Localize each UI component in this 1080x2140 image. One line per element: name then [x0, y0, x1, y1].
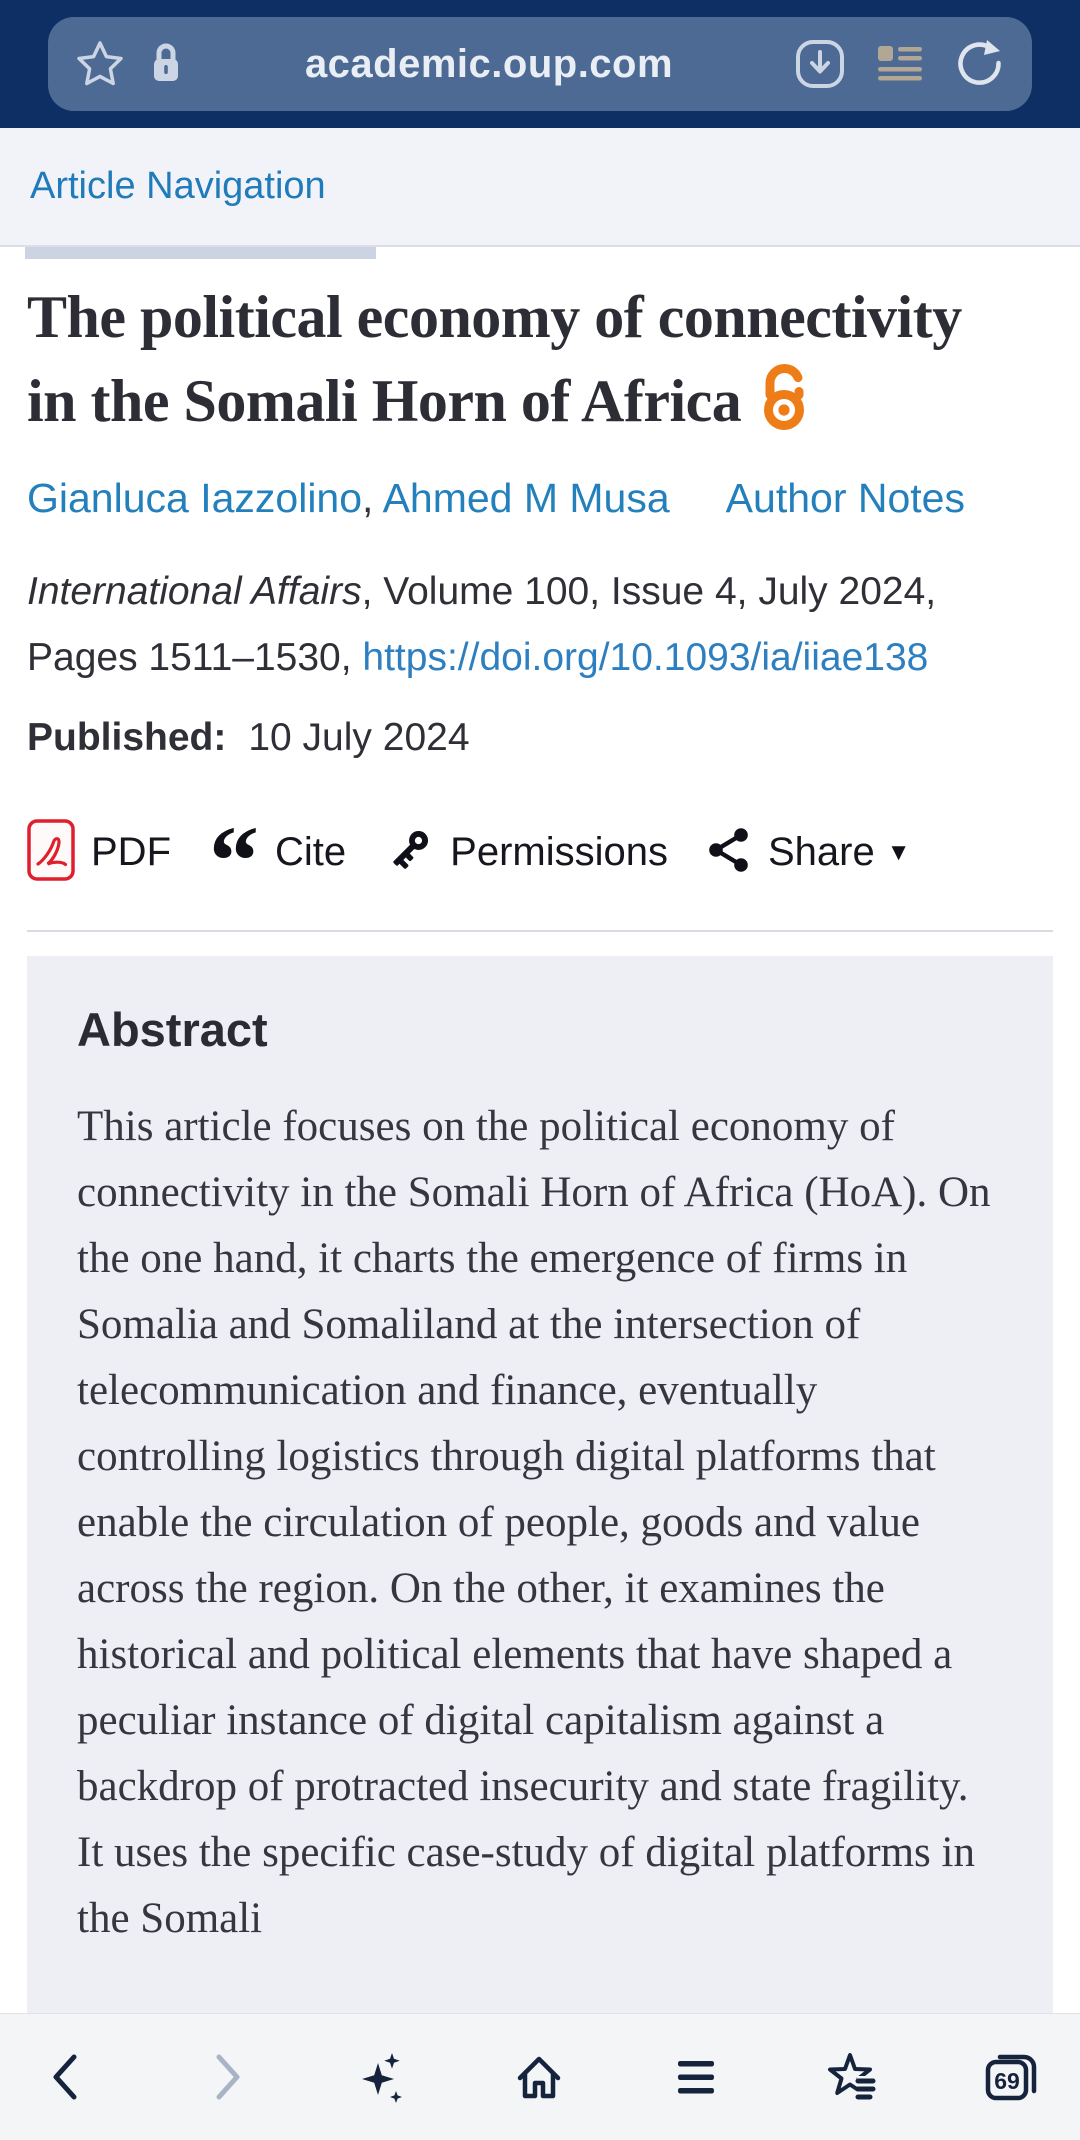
browser-bottom-bar [0, 2013, 1080, 2140]
menu-button[interactable] [668, 2049, 724, 2105]
article-navigation-strip [0, 128, 1080, 247]
author-notes-link[interactable]: Author Notes [725, 475, 965, 521]
toolbar-divider [27, 930, 1053, 932]
browser-topbar [0, 0, 1080, 128]
abstract-heading: Abstract [77, 1003, 268, 1056]
permissions-label: Permissions [450, 830, 668, 874]
article-toolbar [27, 804, 1053, 916]
share-icon [706, 827, 752, 878]
tab-count: 69 [994, 2068, 1020, 2094]
bookmark-star-icon[interactable] [74, 38, 126, 90]
citation-details: , Volume 100, Issue 4, July 2024, Pages 1511–1530, [27, 570, 937, 679]
reader-mode-icon[interactable] [876, 42, 924, 86]
open-access-icon [755, 359, 813, 453]
share-button[interactable] [706, 827, 911, 878]
cite-button[interactable] [209, 804, 347, 916]
secure-lock-icon[interactable] [148, 41, 184, 87]
abstract-text: This article focuses on the political economy of connectivity in the Somali Horn of Africa (HoA). On the one hand, it charts the emergence of firms in Somalia and Somaliland at the intersection of telecommunication and finance, eventually controlling logistics through digital platforms that enable the circulation of people, goods and value across the region. On the other, it examines the historical and political elements that have shaped a peculiar instance of digital capitalism against a backdrop of protracted insecurity and state fragility. It uses the specific case-study of digital platforms in the Somali [77, 1103, 991, 1942]
url-text[interactable]: academic.oup.com [304, 41, 674, 86]
journal-name: International Affairs [27, 570, 362, 613]
author-separator: , [362, 475, 383, 521]
share-label: Share [767, 830, 875, 874]
forward-button[interactable] [197, 2049, 253, 2105]
pdf-file-icon [27, 819, 75, 886]
published-label: Published: [27, 716, 227, 759]
scroll-progress-bar [25, 247, 376, 259]
download-icon[interactable] [794, 38, 846, 90]
author-link-2[interactable]: Ahmed M Musa [382, 475, 670, 521]
permissions-button[interactable] [384, 825, 668, 880]
article-title-text: The political economy of connectivity in the Somali Horn of Africa [27, 284, 962, 434]
author-link-1[interactable]: Gianluca Iazzolino [27, 475, 363, 521]
published-date: 10 July 2024 [248, 716, 470, 759]
back-button[interactable] [40, 2049, 96, 2105]
share-caret-icon: ▼ [886, 838, 911, 866]
tabs-button[interactable] [982, 2049, 1040, 2105]
citation-line [27, 559, 1053, 691]
pdf-button[interactable] [27, 819, 171, 886]
abstract-section [27, 956, 1053, 2075]
key-icon [384, 825, 434, 880]
pdf-label: PDF [91, 830, 171, 874]
quote-icon: “ [209, 804, 259, 916]
published-line [27, 705, 1053, 771]
bookmarks-button[interactable] [825, 2049, 881, 2105]
article-navigation-link[interactable]: Article Navigation [30, 165, 326, 207]
cite-label: Cite [275, 830, 347, 874]
doi-link[interactable]: https://doi.org/10.1093/ia/iiae138 [362, 636, 929, 679]
home-button[interactable] [511, 2049, 567, 2105]
ai-sparkles-button[interactable] [354, 2049, 410, 2105]
author-line [27, 473, 1053, 523]
article-main [0, 275, 1080, 2075]
url-bar[interactable] [48, 17, 1032, 111]
refresh-icon[interactable] [954, 38, 1006, 90]
article-title [27, 275, 977, 453]
